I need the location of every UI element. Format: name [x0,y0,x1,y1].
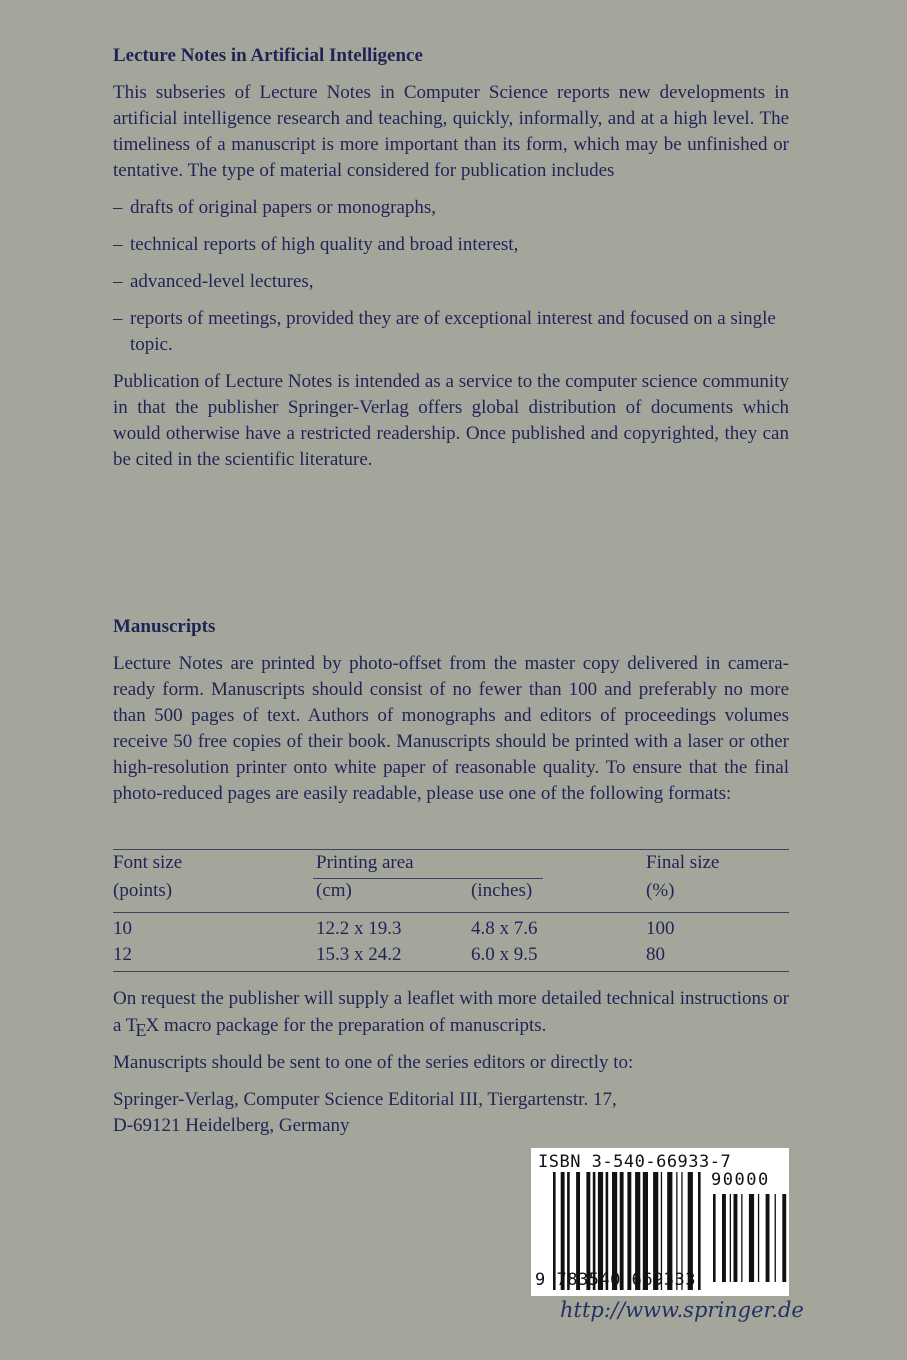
header-final-size: Final size [646,852,720,873]
barcode-bar [766,1194,770,1282]
dash-marker: – [113,197,123,218]
manuscripts-section [113,614,789,807]
submission-section [113,986,789,1139]
dash-marker: – [113,234,123,255]
header-cm: (cm) [316,880,352,901]
table-rule-header [113,912,789,913]
list-item-text: technical reports of high quality and broad interest, [130,234,519,255]
table-cell-final: 80 [646,944,665,965]
series-title: Lecture Notes in Artificial Intelligence [113,45,423,66]
publication-paragraph: Publication of Lecture Notes is intended as a service to the computer science community in that the publisher Springer-Verlag offers global distribution of documents which would otherwise have a restricted readership. Once published and copyrighted, they can be cited in the scientific literature. [113,371,789,470]
dash-marker: – [113,308,123,329]
isbn-number: ISBN 3-540-66933-7 [538,1152,732,1172]
table-cell-cm: 15.3 x 24.2 [316,944,402,965]
dash-marker: – [113,271,123,292]
barcode-bar [730,1194,731,1282]
table-rule-bottom [113,971,789,972]
publisher-url[interactable]: http://www.springer.de [560,1298,804,1322]
table-cell-inches: 4.8 x 7.6 [471,918,538,939]
leaflet-text-end: macro package for the preparation of manuscripts. [159,1015,547,1036]
table-cell-cm: 12.2 x 19.3 [316,918,402,939]
material-list [113,195,789,358]
barcode-bar [698,1172,701,1290]
table-cell-inches: 6.0 x 9.5 [471,944,538,965]
barcode-bar [722,1194,726,1282]
header-font-size-unit: (points) [113,880,173,901]
address-line-2: D-69121 Heidelberg, Germany [113,1115,350,1136]
barcode-bar [741,1194,742,1282]
barcode-addon-number: 90000 [711,1170,770,1190]
header-font-size: Font size [113,852,183,873]
table-cell-final: 100 [646,918,675,939]
tex-x: X [145,1015,160,1036]
intro-section [113,43,789,473]
list-item [113,269,789,295]
list-item-text: drafts of original papers or monographs, [130,197,437,218]
barcode-bar [713,1194,716,1282]
leaflet-paragraph [113,986,789,1039]
publisher-address [113,1087,789,1139]
tex-logo [125,1015,160,1040]
header-printing-area: Printing area [316,852,414,873]
send-to-paragraph: Manuscripts should be sent to one of the series editors or directly to: [113,1052,634,1073]
tex-t: T [125,1015,138,1036]
barcode-bar [775,1194,776,1282]
address-line-1: Springer-Verlag, Computer Science Editorial III, Tiergartenstr. 17, [113,1089,617,1110]
barcode-bar [782,1194,786,1282]
list-item-text: reports of meetings, provided they are of exceptional interest and focused on a single topic. [130,308,776,355]
list-item-text: advanced-level lectures, [130,271,314,292]
list-item [113,232,789,258]
list-item [113,306,789,358]
list-item [113,195,789,221]
header-inches: (inches) [471,880,533,901]
leaflet-text-start: On request the publisher will supply a leaflet with more detailed technical instructions or a [113,988,789,1036]
ean-number: 9 783540 669333 [535,1270,697,1290]
isbn-barcode [531,1148,789,1296]
table-cell-points: 10 [113,918,132,939]
intro-paragraph: This subseries of Lecture Notes in Computer Science reports new developments in artificial intelligence research and teaching, quickly, informally, and at a high level. The timeliness of a manuscript is more important than its form, which may be unfinished or tentative. The type of material considered for publication includes [113,82,789,181]
barcode-bar [758,1194,759,1282]
header-final-size-unit: (%) [646,880,675,901]
barcode-bar [734,1194,738,1282]
manuscripts-heading: Manuscripts [113,616,216,637]
barcode-bar [749,1194,754,1282]
manuscripts-paragraph: Lecture Notes are printed by photo-offset from the master copy delivered in camera-ready form. Manuscripts should consist of no fewer than 100 and preferably no more than 500 pages of text. Authors of monographs and editors of proceedings volumes receive 50 free copies of their book. Manuscripts should be printed with a laser or other high-resolution printer onto white paper of reasonable quality. To ensure that the final photo-reduced pages are easily readable, please use one of the following formats: [113,653,789,804]
table-cell-points: 12 [113,944,132,965]
tex-e: E [135,1020,147,1040]
